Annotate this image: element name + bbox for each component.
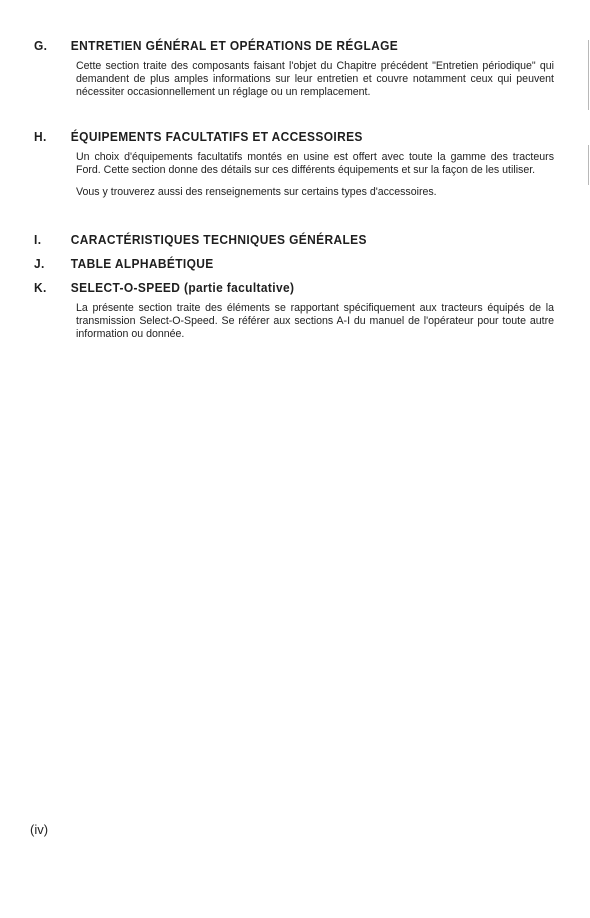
section-k: [34, 280, 554, 340]
section-j: [34, 256, 554, 272]
section-k-body: [76, 302, 554, 340]
section-g-title: ENTRETIEN GÉNÉRAL ET OPÉRATIONS DE RÉGLAGE: [70, 38, 399, 53]
section-i-heading: [34, 232, 512, 248]
section-h-heading: [34, 129, 512, 145]
section-h-title: ÉQUIPEMENTS FACULTATIFS ET ACCESSOIRES: [70, 129, 363, 144]
scan-edge-mark: [588, 40, 589, 110]
section-g-letter: G.: [34, 38, 48, 53]
section-i-letter: I.: [34, 232, 42, 247]
scan-edge-mark: [588, 145, 589, 185]
section-k-letter: K.: [34, 280, 47, 295]
section-k-paragraph-1: La présente section traite des éléments se rapportant spécifiquement aux tracteurs équipés de la transmission Select-O-Speed. Se référer aux sections A-I du manuel de l'opérateur pour toute autre information ou donnée.: [76, 302, 554, 340]
section-h-paragraph-1: Un choix d'équipements facultatifs montés en usine est offert avec toute la gamme des tracteurs Ford. Cette section donne des détails sur ces différents équipements et sur la façon de les utiliser.: [76, 151, 554, 176]
section-g: [34, 38, 554, 98]
section-h: [34, 129, 554, 198]
section-g-body: [76, 60, 554, 98]
section-i-title: CARACTÉRISTIQUES TECHNIQUES GÉNÉRALES: [70, 232, 367, 247]
section-j-heading: [34, 256, 512, 272]
section-g-heading: [34, 38, 512, 54]
section-h-letter: H.: [34, 129, 47, 144]
section-g-paragraph-1: Cette section traite des composants faisant l'objet du Chapitre précédent "Entretien périodique" qui demandent de plus amples informations sur leur entretien et couvre notamment ceux qui peuvent nécessiter occasionnellement un réglage ou un remplacement.: [76, 60, 554, 98]
section-h-body: [76, 151, 554, 198]
section-j-title: TABLE ALPHABÉTIQUE: [70, 256, 214, 271]
section-j-letter: J.: [34, 256, 45, 271]
section-k-heading: [34, 280, 512, 296]
page-number: (iv): [30, 822, 49, 837]
section-k-title: SELECT-O-SPEED (partie facultative): [70, 280, 295, 295]
section-h-paragraph-2: Vous y trouverez aussi des renseignements sur certains types d'accessoires.: [76, 185, 437, 198]
section-i: [34, 232, 554, 248]
